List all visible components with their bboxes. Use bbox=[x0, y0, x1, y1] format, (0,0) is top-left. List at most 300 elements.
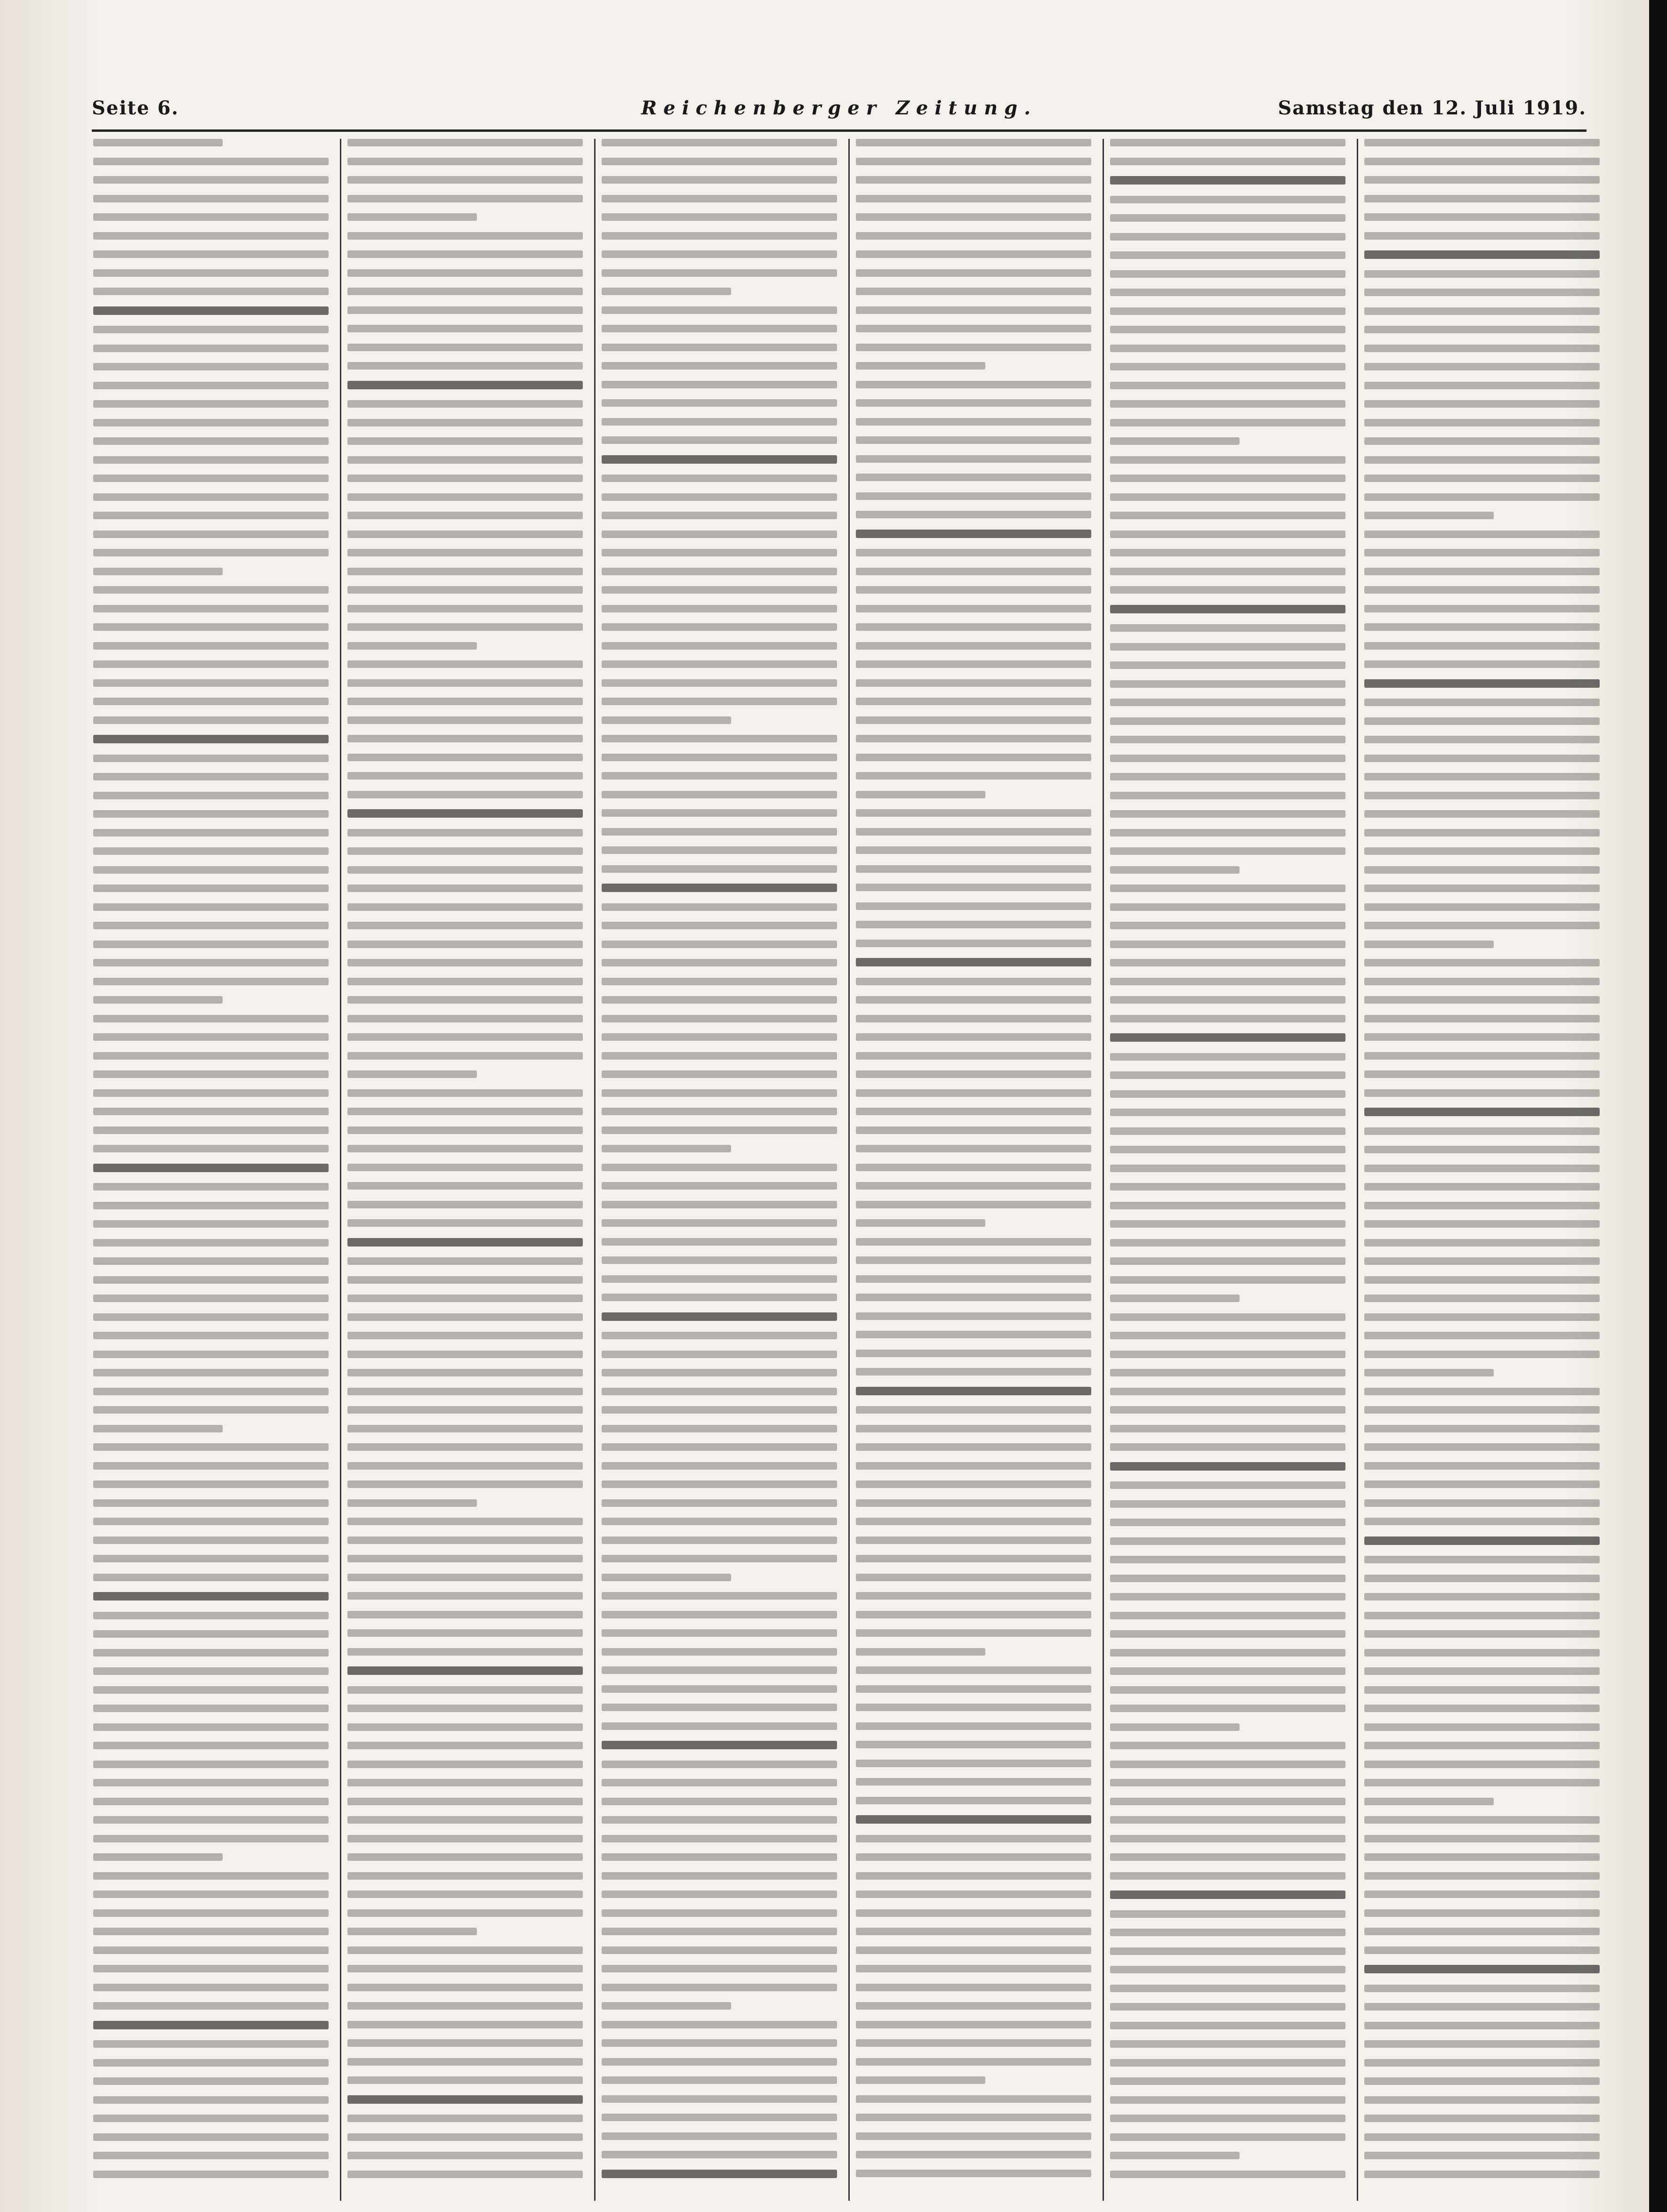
text-line bbox=[856, 2002, 1091, 2010]
text-line bbox=[1364, 1965, 1600, 1973]
text-line bbox=[1110, 568, 1345, 575]
text-line bbox=[347, 1145, 583, 1152]
text-line bbox=[856, 362, 985, 370]
text-line bbox=[1110, 773, 1345, 780]
text-line bbox=[347, 1201, 583, 1208]
text-line bbox=[1364, 568, 1600, 575]
text-line bbox=[347, 419, 583, 426]
text-line bbox=[347, 1761, 583, 1768]
text-line bbox=[856, 605, 1091, 612]
text-line bbox=[856, 1256, 1091, 1264]
text-line bbox=[856, 2039, 1091, 2047]
text-line bbox=[347, 250, 583, 258]
text-line bbox=[602, 2076, 837, 2084]
text-line bbox=[1110, 158, 1345, 165]
text-line bbox=[93, 1015, 329, 1022]
text-line bbox=[93, 792, 329, 799]
text-line bbox=[1364, 1928, 1600, 1935]
text-line bbox=[93, 1686, 329, 1694]
column-divider bbox=[594, 139, 596, 2201]
text-line bbox=[602, 1369, 837, 1376]
text-line bbox=[1364, 1220, 1600, 1228]
text-line bbox=[602, 1574, 731, 1581]
text-line bbox=[856, 2132, 1091, 2140]
text-line bbox=[93, 698, 329, 705]
text-line bbox=[347, 1089, 583, 1097]
text-line bbox=[856, 232, 1091, 240]
text-line bbox=[347, 232, 583, 240]
text-line bbox=[347, 139, 583, 146]
text-line bbox=[856, 306, 1091, 314]
text-line bbox=[602, 2114, 837, 2121]
text-line bbox=[1364, 195, 1600, 202]
text-line bbox=[1364, 437, 1600, 445]
text-line bbox=[1110, 176, 1345, 185]
text-line bbox=[347, 772, 583, 780]
text-line bbox=[1110, 903, 1345, 911]
text-line bbox=[93, 1872, 329, 1880]
text-line bbox=[93, 1928, 329, 1935]
text-line bbox=[1110, 1575, 1345, 1582]
text-line bbox=[856, 1368, 1091, 1375]
text-line bbox=[93, 586, 329, 594]
text-line bbox=[1364, 1798, 1494, 1805]
text-line bbox=[93, 475, 329, 482]
text-line bbox=[856, 1108, 1091, 1115]
text-line bbox=[1110, 475, 1345, 482]
text-line bbox=[1364, 1257, 1600, 1265]
text-line bbox=[93, 1612, 329, 1619]
text-line bbox=[1364, 493, 1600, 501]
text-line bbox=[93, 996, 223, 1004]
text-line bbox=[856, 1778, 1091, 1786]
text-line bbox=[347, 1313, 583, 1321]
text-line bbox=[1364, 1052, 1600, 1060]
text-line bbox=[1364, 2040, 1600, 2048]
text-line bbox=[93, 1369, 329, 1376]
text-line bbox=[1364, 1183, 1600, 1190]
text-line bbox=[1364, 456, 1600, 464]
text-line bbox=[602, 1145, 731, 1152]
text-line bbox=[93, 419, 329, 426]
text-line bbox=[1364, 2096, 1600, 2104]
text-line bbox=[856, 996, 1091, 1004]
text-line bbox=[602, 1890, 837, 1898]
text-line bbox=[1110, 959, 1345, 966]
text-line bbox=[1110, 1649, 1345, 1657]
text-line bbox=[856, 809, 1091, 817]
text-line bbox=[347, 1574, 583, 1581]
text-line bbox=[93, 2133, 329, 2141]
text-line bbox=[602, 1685, 837, 1693]
text-line bbox=[1364, 623, 1600, 631]
text-line bbox=[602, 1332, 837, 1339]
text-line bbox=[1110, 456, 1345, 464]
text-line bbox=[602, 1238, 837, 1246]
text-line bbox=[1364, 1667, 1600, 1675]
text-line bbox=[347, 2115, 583, 2122]
text-line bbox=[347, 1518, 583, 1525]
text-line bbox=[1110, 1835, 1345, 1842]
text-line bbox=[1110, 941, 1345, 948]
text-line bbox=[1364, 996, 1600, 1004]
text-line bbox=[93, 232, 329, 240]
text-line bbox=[1364, 1556, 1600, 1563]
text-line bbox=[93, 1480, 329, 1488]
text-line bbox=[602, 1033, 837, 1041]
text-line bbox=[1364, 1480, 1600, 1488]
text-line bbox=[1110, 624, 1345, 632]
text-line bbox=[347, 1742, 583, 1749]
text-line bbox=[347, 1033, 583, 1041]
text-line bbox=[856, 1015, 1091, 1022]
text-line bbox=[93, 1984, 329, 1991]
text-line bbox=[1110, 978, 1345, 985]
text-line bbox=[856, 902, 1091, 910]
text-line bbox=[856, 1574, 1091, 1581]
text-line bbox=[347, 568, 583, 575]
text-line bbox=[1110, 1910, 1345, 1918]
text-line bbox=[856, 568, 1091, 575]
text-line bbox=[1364, 1276, 1600, 1284]
text-line bbox=[347, 493, 583, 501]
text-line bbox=[1110, 1723, 1240, 1731]
text-line bbox=[1110, 1761, 1345, 1768]
text-line bbox=[1110, 1257, 1345, 1265]
text-line bbox=[1110, 643, 1345, 651]
text-line bbox=[856, 1704, 1091, 1711]
text-line bbox=[602, 1648, 837, 1656]
text-line bbox=[347, 1611, 583, 1618]
text-line bbox=[1110, 214, 1345, 222]
text-line bbox=[1364, 586, 1600, 594]
text-line bbox=[856, 158, 1091, 165]
text-line bbox=[347, 1928, 477, 1935]
text-line bbox=[1364, 660, 1600, 668]
text-line bbox=[856, 436, 1091, 444]
text-line bbox=[856, 735, 1091, 742]
text-line bbox=[1110, 1798, 1345, 1805]
text-line bbox=[1364, 345, 1600, 352]
text-line bbox=[1110, 736, 1345, 743]
text-line bbox=[1110, 2133, 1345, 2141]
text-line bbox=[93, 1667, 329, 1675]
text-line bbox=[602, 1965, 837, 1972]
text-line bbox=[347, 660, 583, 668]
text-line bbox=[347, 698, 583, 705]
text-line bbox=[1110, 1556, 1345, 1563]
text-line bbox=[856, 846, 1091, 854]
text-line bbox=[1110, 1033, 1345, 1042]
text-line bbox=[856, 1928, 1091, 1935]
text-line bbox=[1364, 736, 1600, 743]
text-line bbox=[1110, 1425, 1345, 1432]
text-line bbox=[856, 2058, 1091, 2066]
text-line bbox=[1364, 1295, 1600, 1302]
column-divider bbox=[1357, 139, 1358, 2201]
text-line bbox=[602, 2002, 731, 2010]
text-line bbox=[1364, 1947, 1600, 1954]
text-line bbox=[1110, 586, 1345, 594]
text-line bbox=[347, 2039, 583, 2047]
text-line bbox=[856, 1797, 1091, 1804]
text-line bbox=[1110, 2096, 1345, 2104]
text-line bbox=[347, 642, 477, 650]
text-line bbox=[93, 1070, 329, 1078]
text-column-1 bbox=[93, 139, 329, 2201]
text-line bbox=[1364, 289, 1600, 296]
text-line bbox=[602, 1275, 837, 1283]
text-line bbox=[1110, 2115, 1345, 2122]
text-line bbox=[347, 735, 583, 742]
text-line bbox=[602, 158, 837, 165]
text-line bbox=[1364, 1649, 1600, 1657]
text-line bbox=[1364, 1015, 1600, 1022]
text-line bbox=[93, 549, 329, 556]
text-line bbox=[856, 884, 1091, 891]
text-line bbox=[93, 400, 329, 408]
text-line bbox=[93, 1108, 329, 1115]
text-line bbox=[1364, 1443, 1600, 1451]
text-line bbox=[93, 1909, 329, 1917]
text-line bbox=[93, 1742, 329, 1749]
text-line bbox=[347, 866, 583, 874]
text-line bbox=[1364, 1369, 1494, 1376]
text-line bbox=[1110, 1388, 1345, 1395]
text-line bbox=[347, 1723, 583, 1731]
text-line bbox=[602, 1219, 837, 1227]
text-line bbox=[93, 1798, 329, 1805]
text-line bbox=[1364, 1165, 1600, 1172]
text-line bbox=[347, 362, 583, 370]
scan-border bbox=[1649, 0, 1667, 2212]
text-line bbox=[856, 474, 1091, 481]
text-line bbox=[602, 306, 837, 314]
text-line bbox=[856, 1052, 1091, 1060]
text-line bbox=[602, 2132, 837, 2140]
text-line bbox=[93, 755, 329, 762]
text-line bbox=[1110, 1202, 1345, 1209]
text-line bbox=[1110, 1705, 1345, 1712]
text-line bbox=[602, 828, 837, 836]
text-line bbox=[1364, 1536, 1600, 1545]
text-line bbox=[93, 250, 329, 258]
text-column-3 bbox=[602, 139, 837, 2201]
text-line bbox=[856, 1536, 1091, 1544]
text-line bbox=[93, 885, 329, 892]
text-line bbox=[93, 605, 329, 612]
text-line bbox=[1110, 829, 1345, 837]
text-line bbox=[856, 344, 1091, 351]
text-line bbox=[1364, 531, 1600, 538]
text-line bbox=[1110, 1332, 1345, 1339]
text-line bbox=[347, 456, 583, 464]
text-line bbox=[856, 1815, 1091, 1824]
text-line bbox=[93, 978, 329, 985]
text-line bbox=[1364, 959, 1600, 966]
text-line bbox=[602, 1611, 837, 1618]
text-line bbox=[93, 176, 329, 184]
text-line bbox=[602, 362, 837, 370]
text-line bbox=[856, 865, 1091, 873]
text-line bbox=[1110, 755, 1345, 762]
text-line bbox=[347, 2171, 583, 2178]
text-line bbox=[856, 1480, 1091, 1488]
text-line bbox=[602, 1499, 837, 1507]
text-line bbox=[602, 1704, 837, 1711]
text-line bbox=[602, 1480, 837, 1488]
text-line bbox=[856, 1722, 1091, 1730]
text-line bbox=[1364, 1202, 1600, 1209]
text-line bbox=[347, 288, 583, 295]
text-line bbox=[347, 996, 583, 1004]
text-line bbox=[1364, 2133, 1600, 2141]
text-line bbox=[602, 2170, 837, 2178]
text-line bbox=[1110, 1872, 1345, 1880]
text-line bbox=[1110, 363, 1345, 370]
text-line bbox=[602, 1779, 837, 1786]
text-line bbox=[1364, 1033, 1600, 1041]
text-line bbox=[347, 531, 583, 538]
text-line bbox=[1364, 1853, 1600, 1861]
text-line bbox=[93, 158, 329, 165]
text-line bbox=[347, 1015, 583, 1022]
text-line bbox=[93, 1388, 329, 1395]
text-line bbox=[1364, 2059, 1600, 2067]
text-line bbox=[1364, 792, 1600, 799]
text-line bbox=[347, 1555, 583, 1562]
text-line bbox=[1110, 419, 1345, 426]
text-line bbox=[602, 941, 837, 948]
text-line bbox=[93, 1332, 329, 1339]
masthead-title: Reichenberger Zeitung. bbox=[641, 97, 1038, 119]
text-line bbox=[93, 1499, 329, 1507]
text-line bbox=[856, 2114, 1091, 2121]
text-line bbox=[602, 1164, 837, 1171]
text-line bbox=[93, 512, 329, 519]
text-line bbox=[347, 791, 583, 798]
text-column-4 bbox=[856, 139, 1091, 2201]
text-line bbox=[856, 1312, 1091, 1320]
text-line bbox=[347, 1779, 583, 1786]
text-line bbox=[347, 586, 583, 594]
text-line bbox=[856, 176, 1091, 184]
text-line bbox=[856, 1835, 1091, 1842]
text-line bbox=[1364, 1070, 1600, 1078]
text-line bbox=[93, 1947, 329, 1954]
text-line bbox=[347, 1369, 583, 1376]
text-line bbox=[856, 1219, 985, 1227]
text-line bbox=[93, 1462, 329, 1470]
text-line bbox=[1110, 996, 1345, 1004]
text-line bbox=[856, 1164, 1091, 1171]
text-line bbox=[93, 2171, 329, 2178]
text-line bbox=[602, 1816, 837, 1824]
text-line bbox=[1110, 1481, 1345, 1489]
text-line bbox=[347, 269, 583, 277]
text-line bbox=[347, 1108, 583, 1115]
text-line bbox=[602, 716, 731, 724]
text-line bbox=[602, 2039, 837, 2047]
text-line bbox=[602, 139, 837, 146]
text-line bbox=[1110, 1853, 1345, 1861]
text-line bbox=[1364, 1872, 1600, 1880]
text-line bbox=[347, 885, 583, 892]
text-line bbox=[602, 1666, 837, 1674]
text-line bbox=[347, 1872, 583, 1880]
text-line bbox=[93, 1164, 329, 1172]
text-line bbox=[1364, 1575, 1600, 1582]
text-line bbox=[347, 623, 583, 631]
text-line bbox=[347, 213, 477, 221]
text-line bbox=[602, 865, 837, 873]
text-line bbox=[602, 2021, 837, 2028]
text-line bbox=[856, 754, 1091, 761]
text-line bbox=[1364, 326, 1600, 333]
text-line bbox=[347, 1835, 583, 1842]
text-line bbox=[1110, 922, 1345, 929]
text-line bbox=[1110, 1406, 1345, 1414]
text-line bbox=[856, 195, 1091, 202]
text-line bbox=[856, 1611, 1091, 1618]
text-line bbox=[93, 941, 329, 948]
text-line bbox=[1364, 158, 1600, 165]
text-line bbox=[347, 847, 583, 855]
text-line bbox=[602, 642, 837, 650]
text-line bbox=[1110, 400, 1345, 408]
text-line bbox=[347, 903, 583, 911]
text-line bbox=[1364, 1742, 1600, 1749]
text-line bbox=[93, 306, 329, 315]
text-line bbox=[856, 1033, 1091, 1041]
text-line bbox=[1110, 2040, 1345, 2048]
text-line bbox=[1364, 1425, 1600, 1432]
text-line bbox=[1110, 2003, 1345, 2011]
text-line bbox=[602, 418, 837, 426]
text-line bbox=[93, 1592, 329, 1601]
text-line bbox=[347, 2133, 583, 2141]
text-line bbox=[347, 716, 583, 724]
text-line bbox=[93, 2021, 329, 2029]
text-line bbox=[1110, 1351, 1345, 1358]
text-line bbox=[347, 1443, 583, 1451]
text-line bbox=[1110, 1295, 1240, 1302]
text-line bbox=[93, 139, 223, 146]
text-line bbox=[602, 1947, 837, 1954]
text-line bbox=[1110, 270, 1345, 278]
text-line bbox=[856, 921, 1091, 928]
text-line bbox=[1110, 2077, 1345, 2085]
text-line bbox=[347, 1462, 583, 1470]
text-line bbox=[1110, 1816, 1345, 1824]
text-line bbox=[93, 623, 329, 631]
text-line bbox=[602, 288, 731, 295]
text-line bbox=[93, 1145, 329, 1152]
text-line bbox=[602, 549, 837, 556]
text-line bbox=[347, 344, 583, 351]
text-line bbox=[856, 1182, 1091, 1190]
text-line bbox=[602, 1256, 837, 1264]
text-line bbox=[856, 511, 1091, 518]
text-line bbox=[1364, 1239, 1600, 1247]
text-line bbox=[856, 2151, 1091, 2158]
text-line bbox=[1364, 1313, 1600, 1321]
text-line bbox=[1110, 605, 1345, 613]
text-line bbox=[1364, 363, 1600, 370]
text-line bbox=[1110, 1071, 1345, 1079]
text-line bbox=[1364, 2171, 1600, 2178]
text-line bbox=[602, 1853, 837, 1861]
